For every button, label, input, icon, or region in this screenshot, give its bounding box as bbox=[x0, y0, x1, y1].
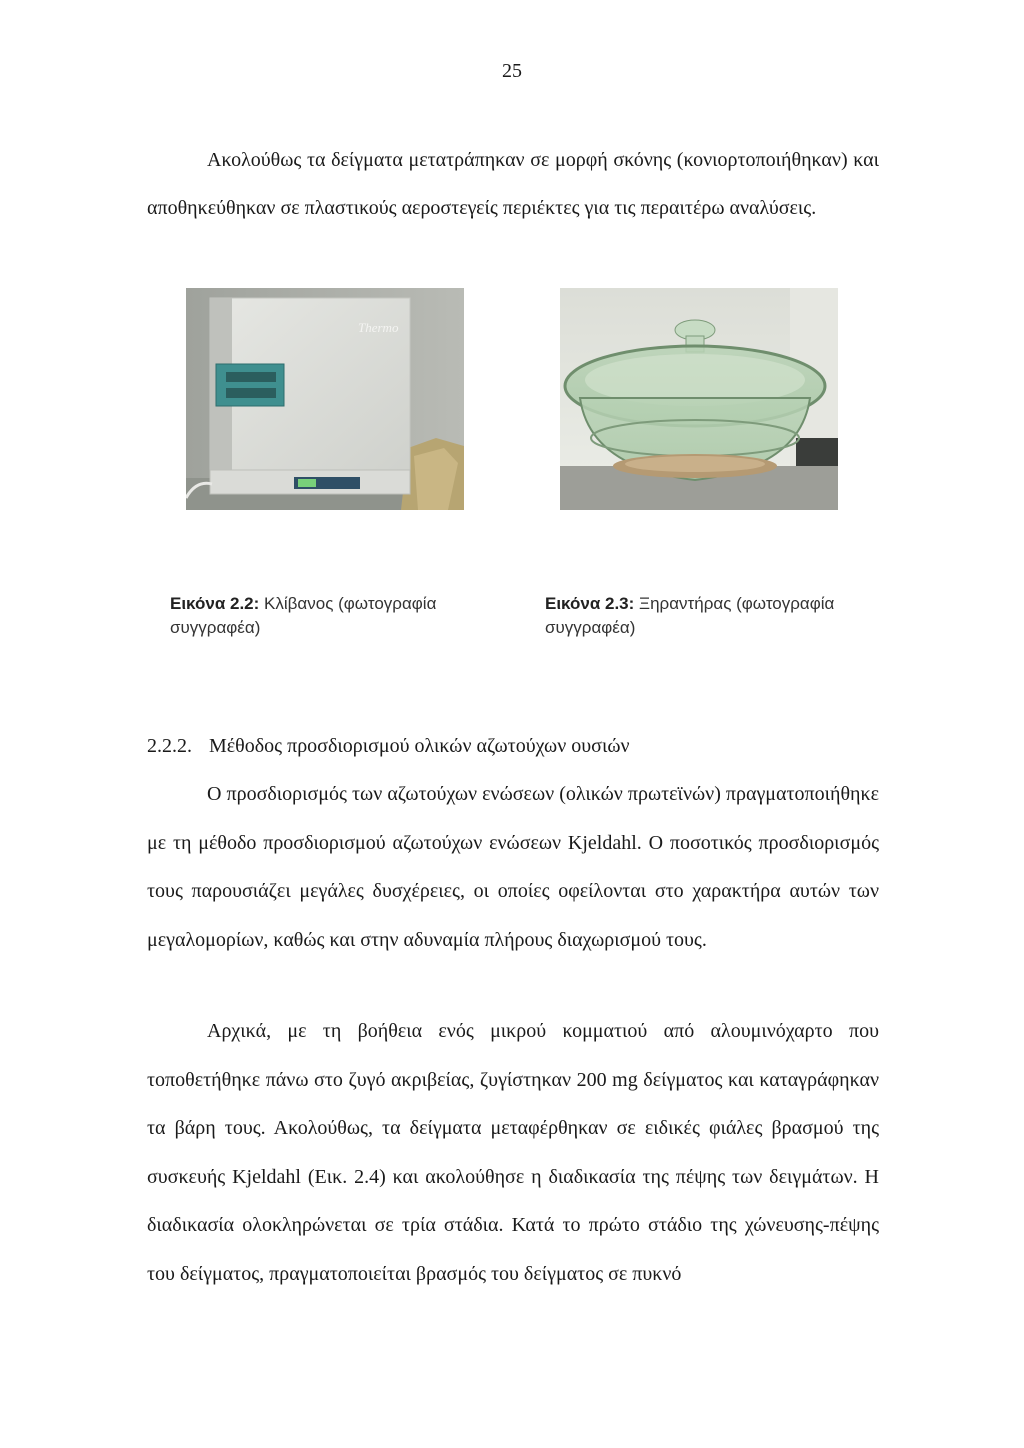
oven-photo bbox=[186, 288, 464, 510]
figure-caption-text: Κλίβανος (φωτογραφία συγγραφέα) bbox=[170, 594, 437, 637]
section-number: 2.2.2. bbox=[147, 735, 192, 757]
figure-caption-text: Ξηραντήρας (φωτογραφία συγγραφέα) bbox=[545, 594, 835, 637]
section-heading bbox=[147, 733, 887, 759]
desiccator-photo bbox=[560, 288, 838, 510]
figure-label: Εικόνα 2.3: bbox=[545, 594, 635, 613]
figure-caption-desiccator bbox=[545, 592, 865, 640]
figure-label: Εικόνα 2.2: bbox=[170, 594, 260, 613]
section-title: Μέθοδος προσδιορισμού ολικών αζωτούχων ουσιών bbox=[209, 735, 630, 757]
page-number: 25 bbox=[502, 60, 522, 82]
oven-brand-logo: Thermo bbox=[358, 320, 399, 335]
intro-text: Ακολούθως τα δείγματα μετατράπηκαν σε μορφή σκόνης (κονιορτοποιήθηκαν) και αποθηκεύθηκαν σε πλαστικούς αεροστεγείς περιέκτες για τις περαιτέρω αναλύσεις. bbox=[147, 149, 879, 219]
body-paragraph-2 bbox=[147, 1007, 879, 1298]
figure-caption-oven bbox=[170, 592, 490, 640]
paragraph-text: Αρχικά, με τη βοήθεια ενός μικρού κομματιού από αλουμινόχαρτο που τοποθετήθηκε πάνω στο ζυγό ακριβείας, ζυγίστηκαν 200 mg δείγματος και καταγράφηκαν τα βάρη τους. Ακολούθως, τα δείγματα μεταφέρθηκαν σε ειδικές φιάλες βρασμού της συσκευής Kjeldahl (Εικ. 2.4) και ακολούθησε η διαδικασία της πέψης των δειγμάτων. Η διαδικασία ολοκληρώνεται σε τρία στάδια. Κατά το πρώτο στάδιο της χώνευσης-πέψης του δείγματος, πραγματοποιείται βρασμός του δείγματος σε πυκνό bbox=[147, 1020, 879, 1285]
intro-paragraph bbox=[147, 136, 879, 232]
body-paragraph-1 bbox=[147, 770, 879, 964]
paragraph-text: Ο προσδιορισμός των αζωτούχων ενώσεων (ολικών πρωτεϊνών) πραγματοποιήθηκε με τη μέθοδο προσδιορισμού αζωτούχων ενώσεων Kjeldahl. Ο ποσοτικός προσδιορισμός τους παρουσιάζει μεγάλες δυσχέρειες, οι οποίες οφείλονται στο χαρακτήρα αυτών των μεγαλομορίων, καθώς και στην αδυναμία πλήρους διαχωρισμού τους. bbox=[147, 783, 879, 951]
